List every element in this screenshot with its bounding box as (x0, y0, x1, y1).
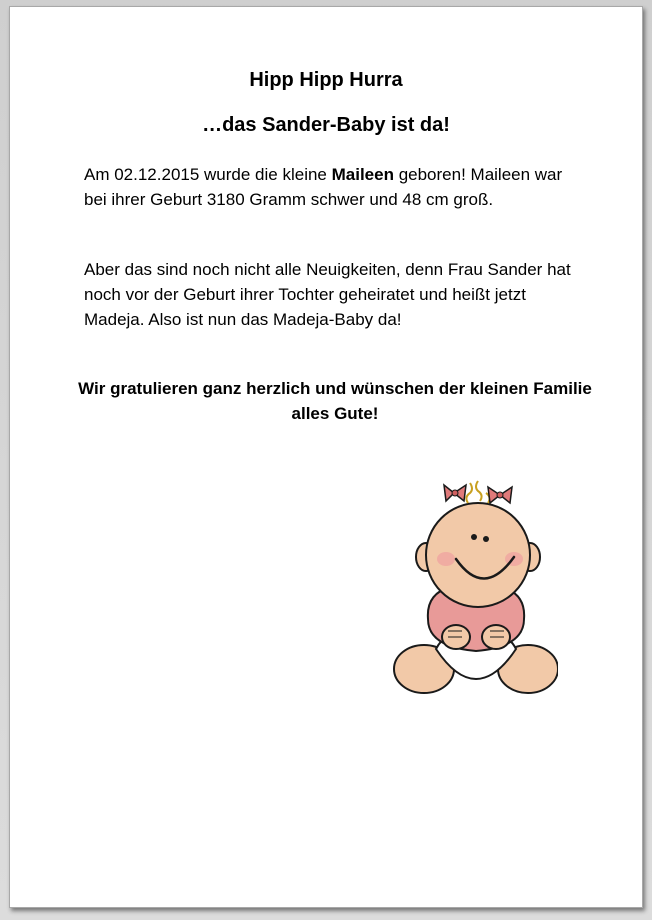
paragraph-1-suffix: geboren! Maileen war bei ihrer Geburt 3180 Gramm schwer und 48 cm groß. (84, 165, 563, 209)
title-line-1: Hipp Hipp Hurra (249, 69, 403, 91)
right-bow (488, 487, 512, 503)
document-page (9, 6, 643, 908)
baby-girl-icon (388, 469, 558, 709)
congratulations-text: Wir gratulieren ganz herzlich und wünschen der kleinen Familie alles Gute! (78, 379, 592, 423)
news-paragraph: Aber das sind noch nicht alle Neuigkeiten, denn Frau Sander hat noch vor der Geburt ihrer Tochter geheiratet und heißt jetzt Madeja. Also ist nun das Madeja-Baby da! (84, 260, 571, 329)
paragraph-1-prefix: Am 02.12.2015 wurde die kleine (84, 165, 332, 184)
title-line-2: …das Sander-Baby ist da! (202, 114, 450, 136)
hair-curl (466, 483, 472, 503)
right-eye (483, 536, 489, 542)
left-bow (444, 485, 466, 501)
baby-name: Maileen (331, 165, 394, 184)
left-cheek (437, 552, 455, 566)
birth-announcement-paragraph (84, 162, 584, 212)
left-eye (471, 534, 477, 540)
